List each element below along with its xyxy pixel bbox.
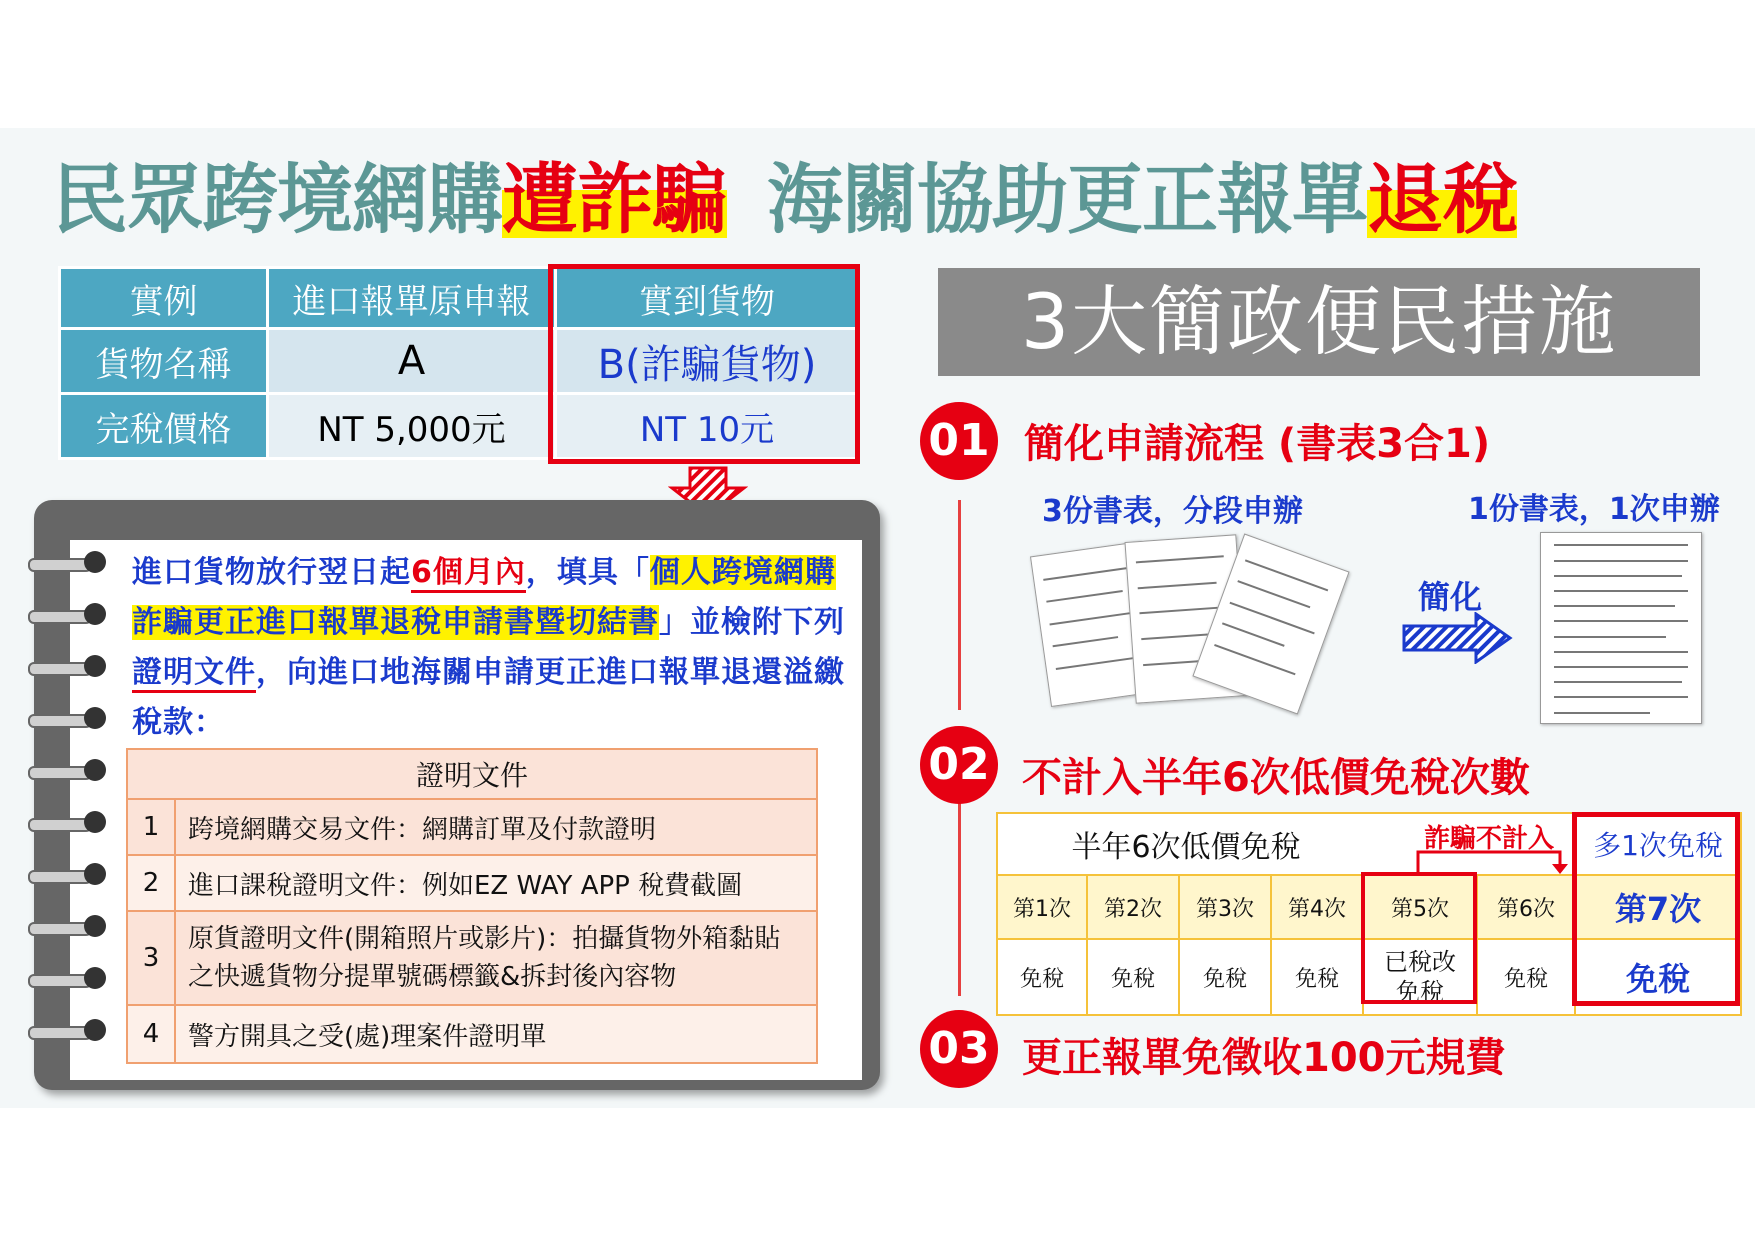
extra-exemption-label: 多1次免稅 — [1575, 813, 1741, 875]
measure-3-badge: 03 — [920, 1010, 998, 1088]
status-cell: 免稅 — [1477, 939, 1575, 1015]
count-cell-fifth: 第5次 — [1363, 875, 1477, 939]
fraud-not-counted-note: 詐騙不計入 — [1424, 824, 1555, 854]
count-cell: 第3次 — [1179, 875, 1271, 939]
header-example: 實例 — [60, 268, 268, 329]
combined-form-image — [1540, 532, 1702, 724]
fifth-time-highlight — [1361, 872, 1477, 1004]
status-cell: 免稅 — [1271, 939, 1363, 1015]
seventh-time-highlight — [1572, 812, 1740, 1006]
count-cell: 第6次 — [1477, 875, 1575, 939]
measure-1-title: 簡化申請流程 (書表3合1) — [1024, 421, 1491, 467]
count-cell-seventh: 第7次 — [1575, 875, 1741, 939]
proof-docs-underline: 證明文件 — [132, 655, 256, 693]
skip-arrow-icon — [1410, 840, 1576, 876]
actual-price: NT 10元 — [556, 394, 859, 459]
measure-2-badge: 02 — [920, 726, 998, 804]
measure-3-title: 更正報單免徵收100元規費 — [1022, 1035, 1506, 1081]
title-part3: 海關協助更正報單 — [767, 155, 1367, 244]
doc-item: 警方開具之受(處)理案件證明單 — [175, 1005, 817, 1063]
ring-icon — [28, 1020, 108, 1042]
six-months-underline: 6個月內 — [411, 555, 526, 593]
title-part1: 民眾跨境網購 — [52, 155, 502, 244]
header-declared: 進口報單原申報 — [268, 268, 556, 329]
status-cell: 免稅 — [997, 939, 1087, 1015]
declared-price: NT 5,000元 — [268, 394, 556, 459]
refund-instructions: 進口貨物放行翌日起6個月內，填具「個人跨境網購詐騙更正進口報單退稅申請書暨切結書」並檢附下列證明文件，向進口地海關申請更正進口報單退還溢繳稅款： — [132, 555, 845, 740]
count-cell: 第2次 — [1087, 875, 1179, 939]
measure-2-title: 不計入半年6次低價免稅次數 — [1022, 755, 1530, 801]
doc-item: 原貨證明文件(開箱照片或影片)：拍攝貨物外箱黏貼之快遞貨物分提單號碼標籤&拆封後內容物 — [175, 911, 817, 1005]
title-highlight-refund: 退稅 — [1367, 150, 1517, 250]
one-form-label: 1份書表，1次申辦 — [1468, 492, 1720, 527]
ring-icon — [28, 604, 108, 626]
timeline-line — [958, 800, 961, 996]
actual-name: B(詐騙貨物) — [556, 329, 859, 394]
status-cell: 免稅 — [1179, 939, 1271, 1015]
status-cell-seventh: 免稅 — [1575, 939, 1741, 1015]
simplify-arrow-icon — [1402, 612, 1514, 664]
docs-header: 證明文件 — [127, 749, 817, 799]
declared-name: A — [268, 329, 556, 394]
header-actual: 實到貨物 — [556, 268, 859, 329]
measures-header: 3大簡政便民措施 — [938, 268, 1700, 376]
row-label-name: 貨物名稱 — [60, 329, 268, 394]
ring-icon — [28, 656, 108, 678]
measure-1-badge: 01 — [920, 402, 998, 480]
count-cell: 第1次 — [997, 875, 1087, 939]
timeline-line — [958, 500, 961, 710]
ring-icon — [28, 916, 108, 938]
page-title — [52, 150, 1712, 250]
ring-icon — [28, 760, 108, 782]
simplify-label: 簡化 — [1418, 578, 1483, 616]
status-cell: 免稅 — [1087, 939, 1179, 1015]
ring-icon — [28, 552, 108, 574]
proof-documents-table: 證明文件 1 跨境網購交易文件：網購訂單及付款證明 2 進口課稅證明文件：例如EZ WAY APP 稅費截圖 3 原貨證明文件(開箱照片或影片)：拍攝貨物外箱黏貼之快遞貨物分提單號碼標籤&拆封後內容物 4 警方開具之受(處)理案件證明單 — [126, 748, 818, 1064]
tax-table-header: 半年6次低價免稅 — [997, 813, 1575, 875]
three-forms-label: 3份書表，分段申辦 — [1042, 494, 1303, 529]
ring-icon — [28, 968, 108, 990]
doc-item: 進口課稅證明文件：例如EZ WAY APP 稅費截圖 — [175, 855, 817, 911]
ring-icon — [28, 708, 108, 730]
actual-goods-highlight — [548, 264, 860, 464]
ring-icon — [28, 812, 108, 834]
status-cell-fifth: 已稅改免稅 — [1363, 939, 1477, 1015]
row-label-price: 完稅價格 — [60, 394, 268, 459]
doc-item: 跨境網購交易文件：網購訂單及付款證明 — [175, 799, 817, 855]
ring-icon — [28, 864, 108, 886]
title-highlight-fraud: 遭詐騙 — [502, 150, 727, 250]
count-cell: 第4次 — [1271, 875, 1363, 939]
application-form-highlight: 個人跨境網購詐騙更正進口報單退稅申請書暨切結書 — [132, 555, 836, 640]
